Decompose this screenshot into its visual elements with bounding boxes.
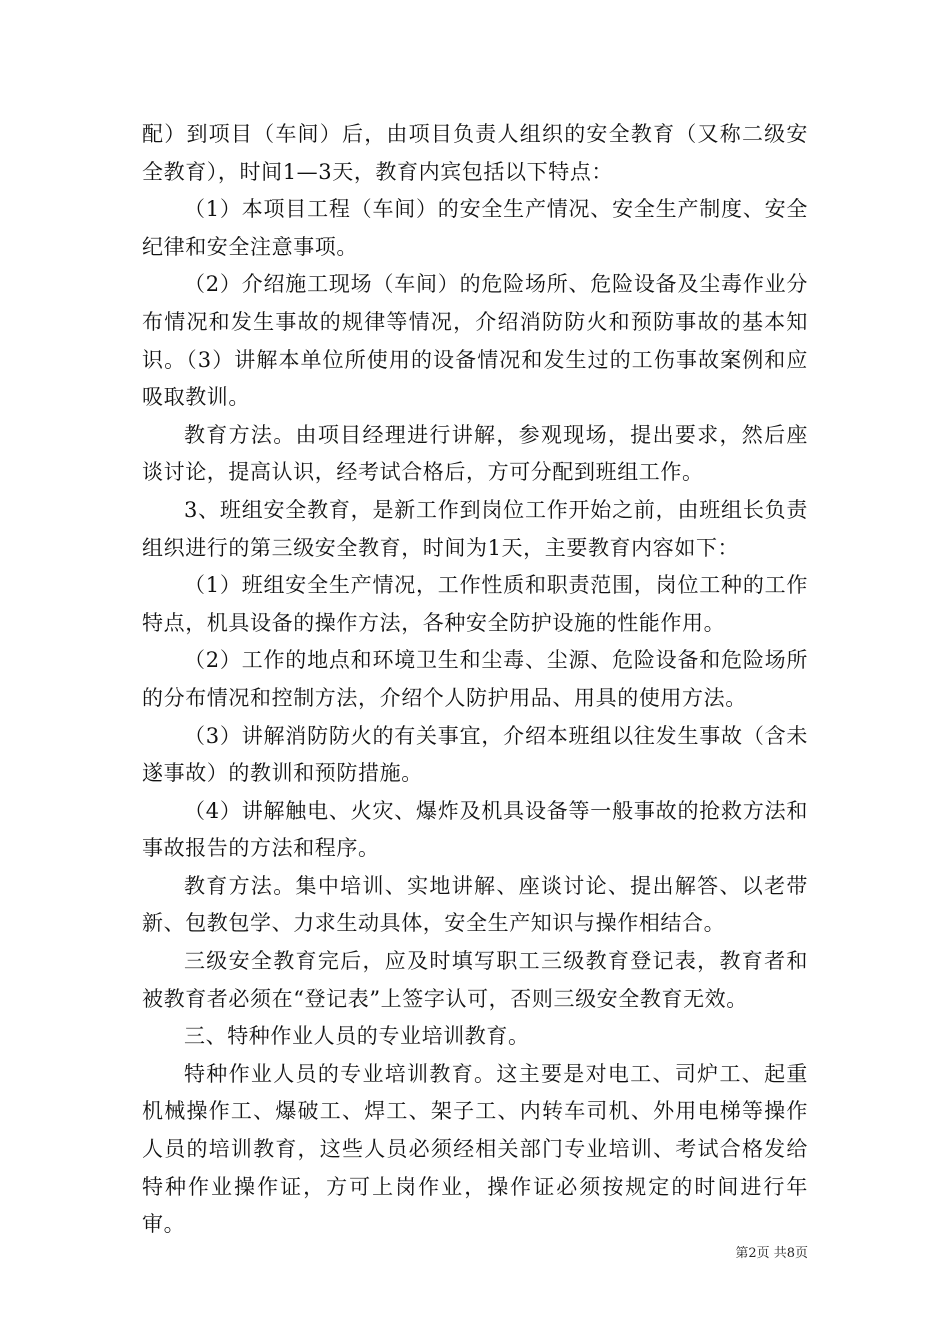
paragraph-12: 三、特种作业人员的专业培训教育。 xyxy=(184,1024,530,1049)
paragraph-4: 教育方法。由项目经理进行讲解，参观现场，提出要求，然后座谈讨论，提高认识，经考试合格后，方可分配到班组工作。 xyxy=(142,422,808,485)
paragraph-8: （3）讲解消防防火的有关事宜，介绍本班组以往发生事故（含未遂事故）的教训和预防措施。 xyxy=(142,723,808,786)
paragraph-1: 配）到项目（车间）后，由项目负责人组织的安全教育（又称二级安全教育），时间1—3天，教育内宾包括以下特点： xyxy=(142,122,808,184)
paragraph-3: （2）介绍施工现场（车间）的危险场所、危险设备及尘毒作业分布情况和发生事故的规律等情况，介绍消防防火和预防事故的基本知识。（3）讲解本单位所使用的设备情况和发生过的工伤事故案例和应吸取教训。 xyxy=(142,272,808,410)
paragraph-6: （1）班组安全生产情况，工作性质和职责范围，岗位工种的工作特点，机具设备的操作方法，各种安全防护设施的性能作用。 xyxy=(142,573,808,635)
paragraph-7: （2）工作的地点和环境卫生和尘毒、尘源、危险设备和危险场所的分布情况和控制方法，介绍个人防护用品、用具的使用方法。 xyxy=(142,648,808,710)
paragraph-13: 特种作业人员的专业培训教育。这主要是对电工、司炉工、起重机械操作工、爆破工、焊工、架子工、内转车司机、外用电梯等操作人员的培训教育，这些人员必须经相关部门专业培训、考试合格发给特种作业操作证，方可上岗作业，操作证必须按规定的时间进行年审。 xyxy=(142,1061,808,1237)
paragraph-10: 教育方法。集中培训、实地讲解、座谈讨论、提出解答、以老带新、包教包学、力求生动具体，安全生产知识与操作相结合。 xyxy=(142,873,808,936)
document-body xyxy=(142,116,808,1244)
paragraph-5: 3、班组安全教育，是新工作到岗位工作开始之前，由班组长负责组织进行的第三级安全教育，时间为1天，主要教育内容如下： xyxy=(142,497,808,560)
paragraph-9: （4）讲解触电、火灾、爆炸及机具设备等一般事故的抢救方法和事故报告的方法和程序。 xyxy=(142,798,808,861)
page-number-footer: 第2页 共8页 xyxy=(735,1246,808,1261)
paragraph-11: 三级安全教育完后，应及时填写职工三级教育登记表，教育者和被教育者必须在“登记表”上签字认可，否则三级安全教育无效。 xyxy=(142,949,808,1011)
paragraph-2: （1）本项目工程（车间）的安全生产情况、安全生产制度、安全纪律和安全注意事项。 xyxy=(142,197,808,259)
